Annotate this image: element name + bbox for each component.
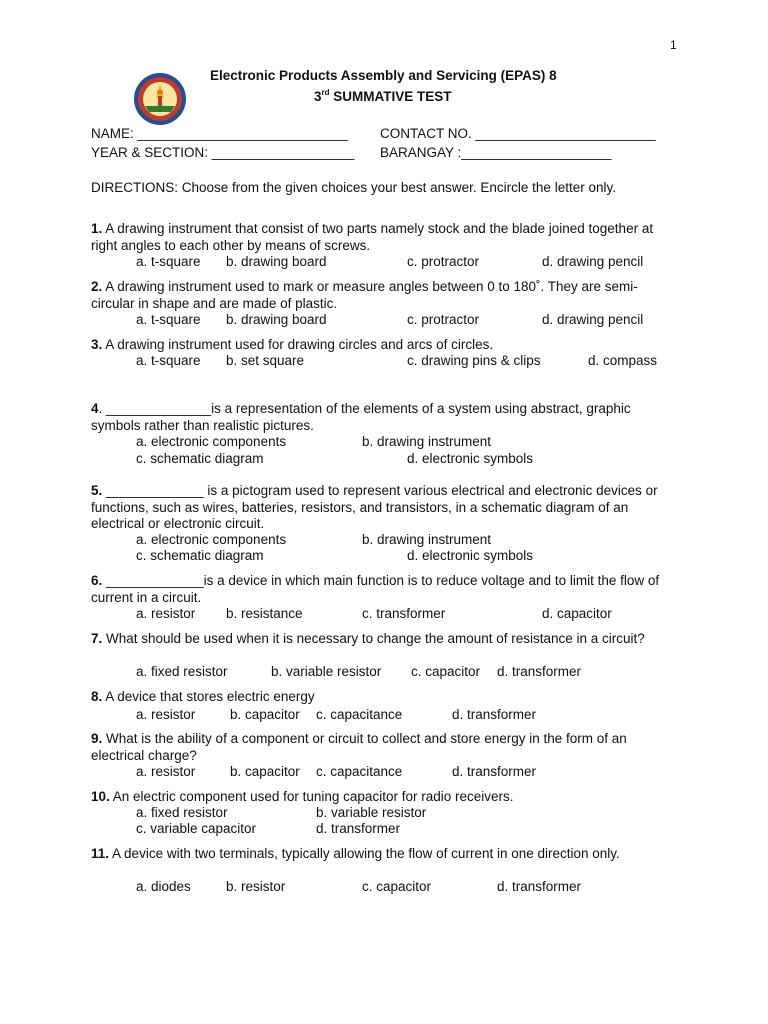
question-text: A drawing instrument used for drawing circles and arcs of circles.	[102, 337, 494, 352]
option-a[interactable]: a. resistor	[136, 764, 196, 779]
document-title: Electronic Products Assembly and Servicing (EPAS) 8	[210, 68, 557, 83]
option-c[interactable]: c. protractor	[407, 312, 480, 327]
option-b[interactable]: b. drawing instrument	[362, 434, 492, 449]
option-b[interactable]: b. resistor	[226, 879, 286, 894]
option-d[interactable]: d. drawing pencil	[542, 312, 644, 327]
question-number: 7.	[91, 631, 103, 646]
question-6	[91, 573, 681, 606]
option-d[interactable]: d. electronic symbols	[407, 548, 534, 563]
question-3	[91, 337, 681, 354]
question-text: An electric component used for tuning capacitor for radio receivers.	[109, 789, 514, 804]
option-b[interactable]: b. variable resistor	[271, 664, 382, 679]
question-text: What should be used when it is necessary to change the amount of resistance in a circuit?	[102, 631, 645, 646]
option-c[interactable]: c. drawing pins & clips	[407, 353, 541, 368]
question-text: A drawing instrument that consist of two parts namely stock and the blade joined together at right angles to each other by means of screws.	[91, 221, 654, 253]
option-d[interactable]: d. transformer	[452, 764, 537, 779]
option-b[interactable]: b. capacitor	[230, 707, 300, 722]
option-c[interactable]: c. capacitor	[411, 664, 481, 679]
option-d[interactable]: d. transformer	[452, 707, 537, 722]
question-10	[91, 789, 681, 806]
barangay-field[interactable]: BARANGAY :____________________	[380, 145, 612, 160]
option-c[interactable]: c. capacitance	[316, 764, 403, 779]
ordinal-suffix: rd	[321, 88, 330, 97]
option-d[interactable]: d. electronic symbols	[407, 451, 534, 466]
option-a[interactable]: a. t-square	[136, 254, 201, 269]
question-text: What is the ability of a component or circuit to collect and store energy in the form of an electrical charge?	[91, 731, 627, 763]
question-text: _____________ is a pictogram used to represent various electrical and electronic devices or functions, such as wires, batteries, resistors, and transistors, in a schematic diagram of an electrical or electronic circuit.	[91, 483, 658, 531]
option-b[interactable]: b. drawing board	[226, 254, 327, 269]
option-d[interactable]: d. transformer	[497, 664, 582, 679]
question-number: 10.	[91, 789, 110, 804]
option-a[interactable]: a. electronic components	[136, 434, 287, 449]
question-number: 5.	[91, 483, 103, 498]
question-number: 6.	[91, 573, 103, 588]
question-7	[91, 631, 681, 648]
question-8	[91, 689, 681, 706]
option-b[interactable]: b. resistance	[226, 606, 303, 621]
option-c[interactable]: c. capacitance	[316, 707, 403, 722]
option-d[interactable]: d. transformer	[316, 821, 401, 836]
question-text: A device with two terminals, typically allowing the flow of current in one direction only.	[109, 846, 620, 861]
year-section-field[interactable]: YEAR & SECTION: ___________________	[91, 145, 355, 160]
test-ordinal: 3	[314, 89, 322, 104]
question-5	[91, 483, 681, 533]
option-a[interactable]: a. diodes	[136, 879, 191, 894]
question-text: A drawing instrument used to mark or measure angles between 0 to 180˚. They are semi-circular in shape and are made of plastic.	[91, 279, 638, 311]
question-2	[91, 279, 681, 312]
test-type: SUMMATIVE TEST	[329, 89, 452, 104]
option-b[interactable]: b. drawing board	[226, 312, 327, 327]
option-a[interactable]: a. t-square	[136, 312, 201, 327]
option-d[interactable]: d. drawing pencil	[542, 254, 644, 269]
option-a[interactable]: a. fixed resistor	[136, 805, 228, 820]
question-number: 3.	[91, 337, 103, 352]
question-text: _____________is a device in which main function is to reduce voltage and to limit the flow of current in a circuit.	[91, 573, 660, 605]
option-a[interactable]: a. electronic components	[136, 532, 287, 547]
document-subtitle	[314, 88, 452, 104]
contact-field[interactable]: CONTACT NO. ________________________	[380, 126, 656, 141]
name-field[interactable]: NAME: ____________________________	[91, 126, 348, 141]
option-a[interactable]: a. resistor	[136, 707, 196, 722]
option-c[interactable]: c. transformer	[362, 606, 446, 621]
question-text: . ______________is a representation of the elements of a system using abstract, graphic symbols rather than realistic pictures.	[91, 401, 631, 433]
option-a[interactable]: a. t-square	[136, 353, 201, 368]
option-a[interactable]: a. fixed resistor	[136, 664, 228, 679]
option-c[interactable]: c. schematic diagram	[136, 548, 264, 563]
option-b[interactable]: b. variable resistor	[316, 805, 427, 820]
option-b[interactable]: b. drawing instrument	[362, 532, 492, 547]
option-c[interactable]: c. capacitor	[362, 879, 432, 894]
question-number: 11.	[91, 846, 110, 861]
question-4	[91, 401, 681, 434]
option-c[interactable]: c. variable capacitor	[136, 821, 257, 836]
question-number: 8.	[91, 689, 103, 704]
directions: DIRECTIONS: Choose from the given choices your best answer. Encircle the letter only.	[91, 180, 616, 195]
option-c[interactable]: c. schematic diagram	[136, 451, 264, 466]
option-c[interactable]: c. protractor	[407, 254, 480, 269]
option-a[interactable]: a. resistor	[136, 606, 196, 621]
question-number: 9.	[91, 731, 103, 746]
option-b[interactable]: b. set square	[226, 353, 305, 368]
option-d[interactable]: d. transformer	[497, 879, 582, 894]
question-number: 4	[91, 401, 99, 416]
option-d[interactable]: d. capacitor	[542, 606, 612, 621]
question-text: A device that stores electric energy	[102, 689, 315, 704]
question-number: 1.	[91, 221, 103, 236]
option-b[interactable]: b. capacitor	[230, 764, 300, 779]
question-11	[91, 846, 681, 863]
question-1	[91, 221, 681, 254]
option-d[interactable]: d. compass	[588, 353, 658, 368]
deped-seal-icon	[133, 72, 187, 126]
page-number: 1	[670, 38, 677, 52]
question-9	[91, 731, 681, 764]
question-number: 2.	[91, 279, 103, 294]
